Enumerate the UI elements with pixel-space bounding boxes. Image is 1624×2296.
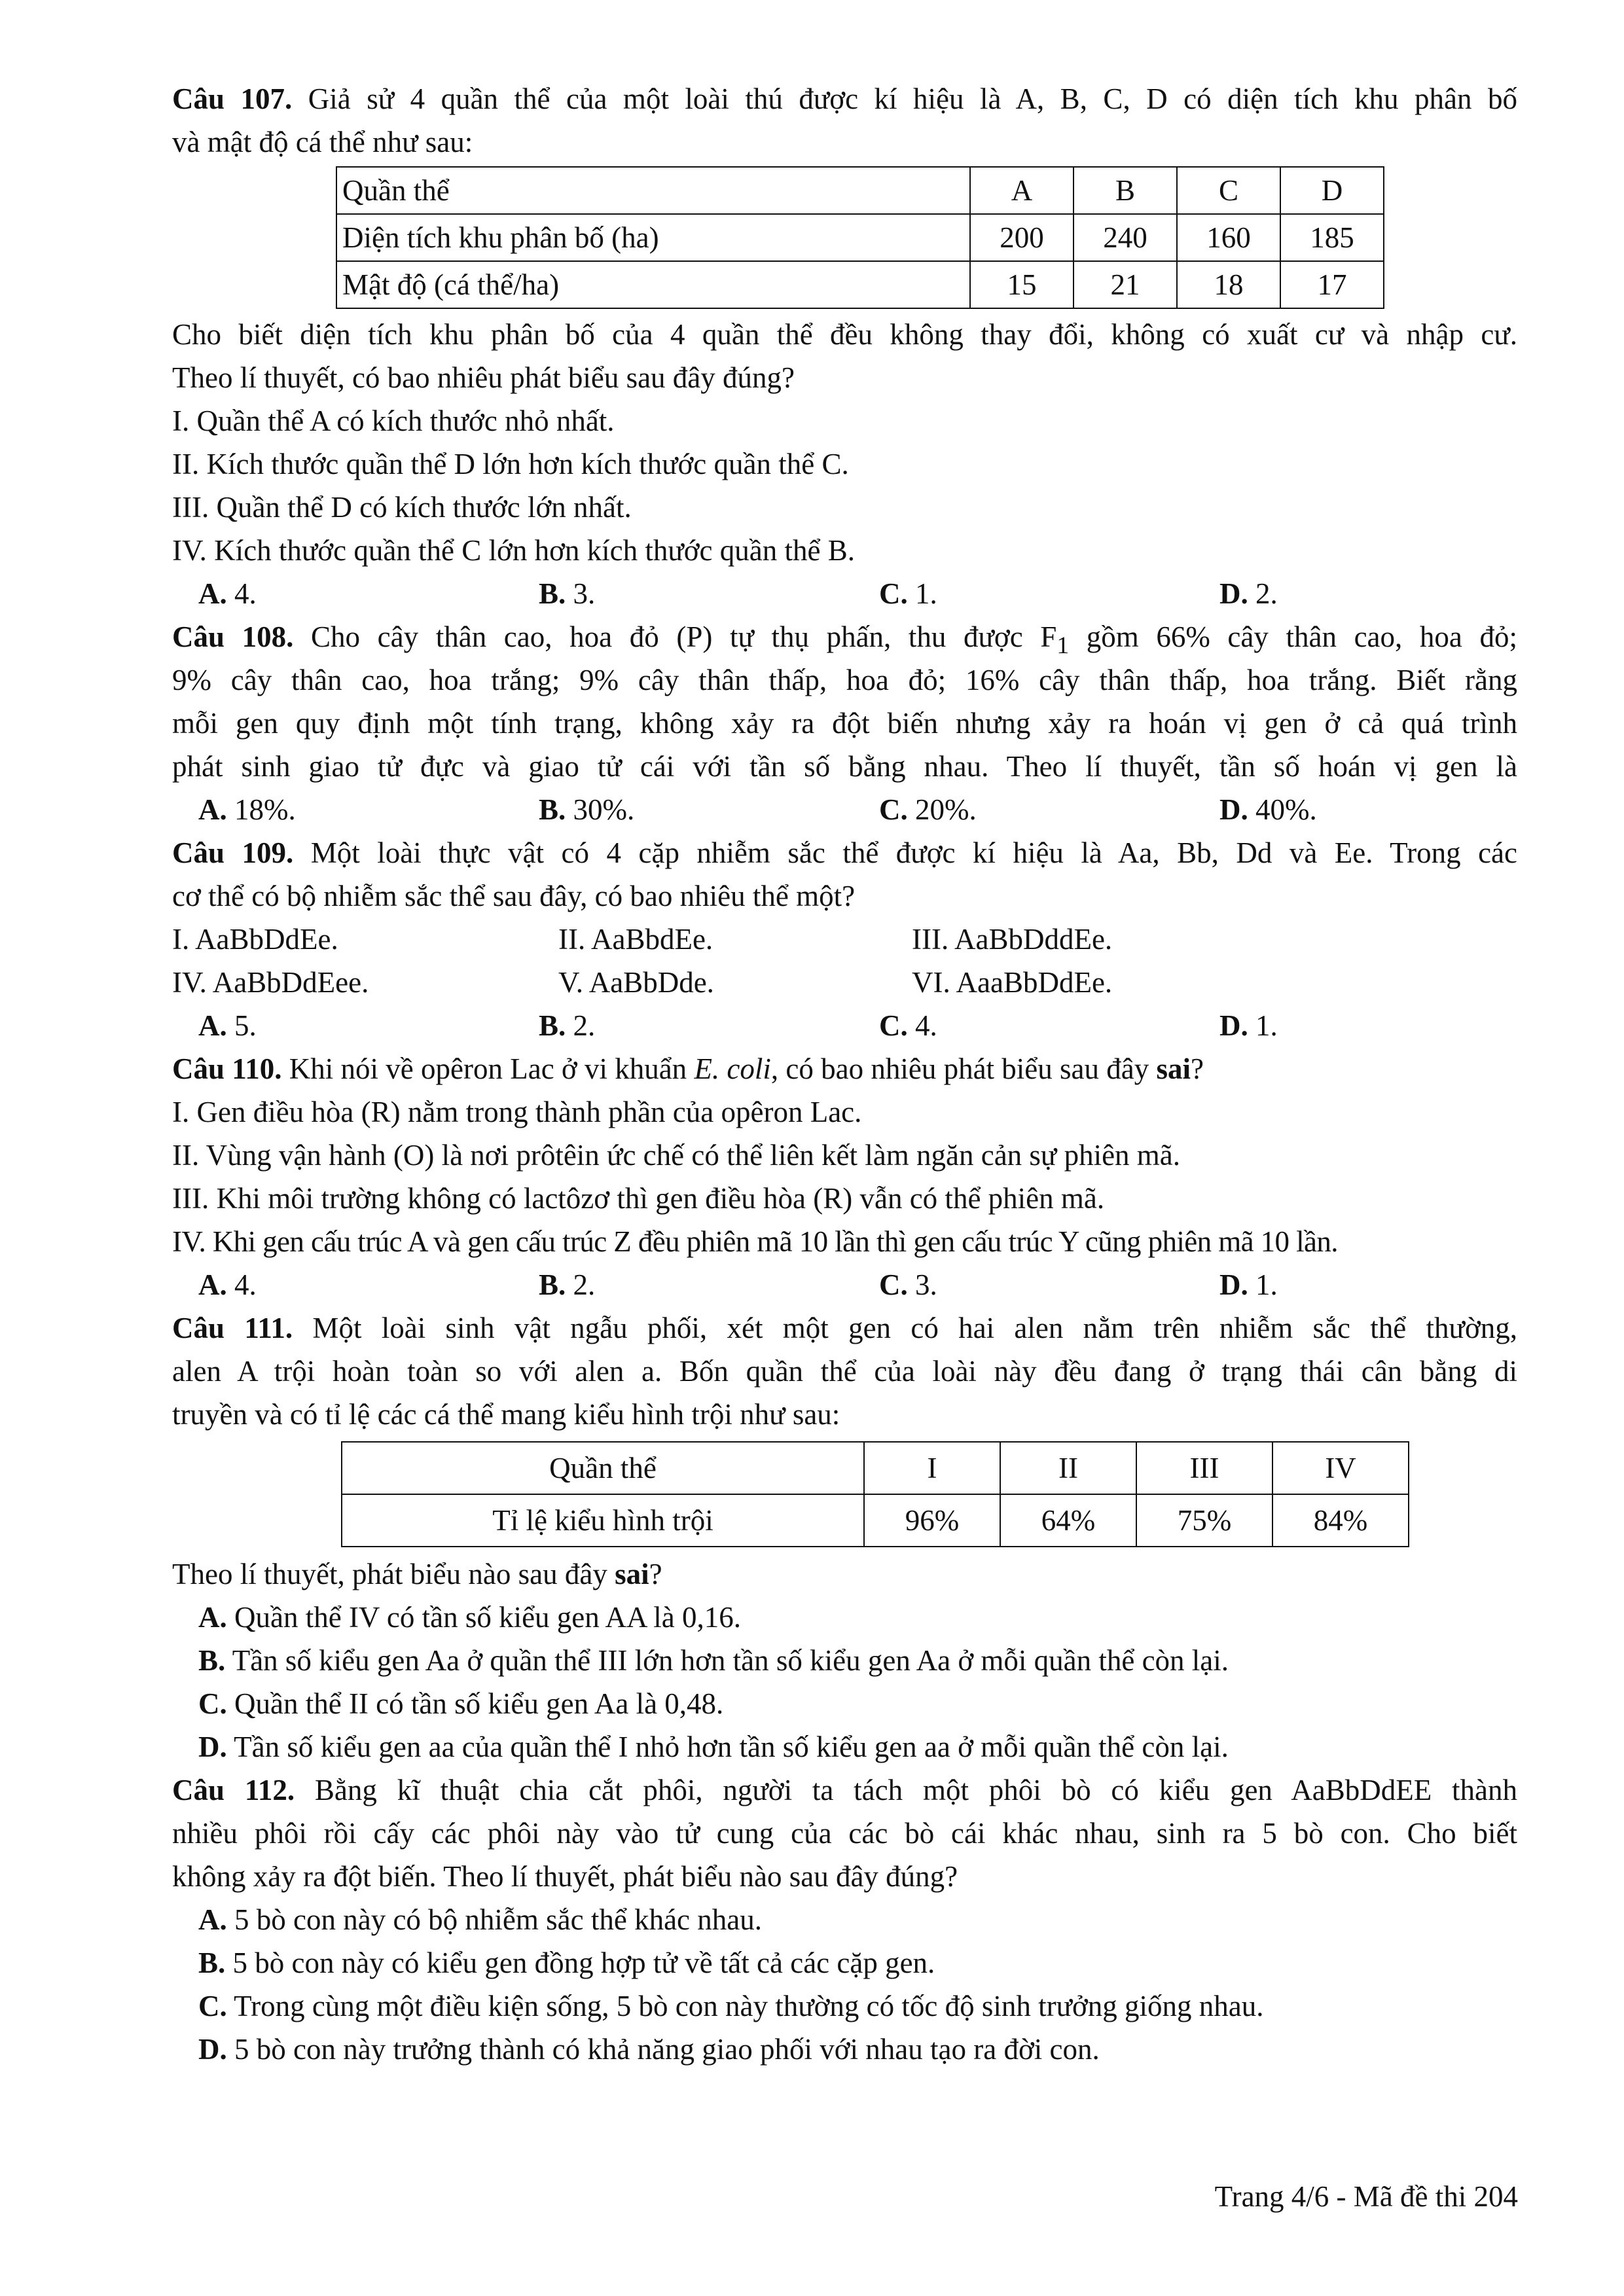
option-c[interactable]: C. 3. (879, 1268, 937, 1301)
q108-line4: phát sinh giao tử đực và giao tử cái với tần số bằng nhau. Theo lí thuyết, tần số hoán vị gen là (172, 750, 1517, 783)
q108-line1: Câu 108. Cho cây thân cao, hoa đỏ (P) tự thụ phấn, thu được $F_1$ gồm 66% cây thân cao, hoa đỏ; (172, 620, 1517, 659)
table-row: Mật độ (cá thể/ha) 15 21 18 17 (336, 261, 1384, 308)
q110-label: Câu 110. (172, 1052, 282, 1085)
table-row: Diện tích khu phân bố (ha) 200 240 160 185 (336, 214, 1384, 261)
q108-line2: 9% cây thân cao, hoa trắng; 9% cây thân thấp, hoa đỏ; 16% cây thân thấp, hoa trắng. Biết rằng (172, 664, 1517, 696)
q111-table (341, 1441, 1409, 1547)
q109-line1: Câu 109. Một loài thực vật có 4 cặp nhiễm sắc thể được kí hiệu là Aa, Bb, Dd và Ee. Trong các (172, 836, 1517, 869)
q109-items-row2 (172, 961, 1517, 1004)
question-110 (172, 1047, 1517, 1306)
option-b[interactable]: B. 2. (539, 1268, 596, 1301)
q112-label: Câu 112. (172, 1774, 295, 1806)
option-a[interactable]: A. 4. (198, 577, 257, 610)
q107-statement-4: IV. Kích thước quần thể C lớn hơn kích thước quần thể B. (172, 534, 855, 567)
q107-line2: và mật độ cá thể như sau: (172, 126, 473, 158)
option-d[interactable]: D. 1. (1219, 1268, 1278, 1301)
question-111 (172, 1306, 1517, 1768)
q107-options (172, 572, 1517, 615)
q107-label: Câu 107. (172, 82, 293, 115)
q109-item-4: IV. AaBbDdEee. (172, 966, 369, 999)
option-c[interactable]: C. Quần thể II có tần số kiểu gen Aa là 0,48. (198, 1687, 724, 1720)
page-footer: Trang 4/6 - Mã đề thi 204 (1214, 2180, 1518, 2213)
table-row: Quần thể A B C D (336, 167, 1384, 214)
table-row: Tỉ lệ kiểu hình trội 96% 64% 75% 84% (342, 1494, 1409, 1547)
q109-label: Câu 109. (172, 836, 294, 869)
option-a[interactable]: A. 4. (198, 1268, 257, 1301)
option-d[interactable]: D. 1. (1219, 1009, 1278, 1042)
question-112 (172, 1768, 1517, 2071)
q112-line1: Câu 112. Bằng kĩ thuật chia cắt phôi, người ta tách một phôi bò có kiểu gen AaBbDdEE thành (172, 1774, 1517, 1806)
q108-label: Câu 108. (172, 620, 294, 653)
q107-statement-2: II. Kích thước quần thể D lớn hơn kích thước quần thể C. (172, 448, 849, 480)
q108-line3: mỗi gen quy định một tính trạng, không xảy ra đột biến nhưng xảy ra hoán vị gen ở cả quá trình (172, 707, 1517, 740)
option-d[interactable]: D. 5 bò con này trưởng thành có khả năng giao phối với nhau tạo ra đời con. (198, 2033, 1100, 2066)
q111-line3: truyền và có tỉ lệ các cá thể mang kiểu hình trội như sau: (172, 1398, 840, 1431)
option-b[interactable]: B. 30%. (539, 793, 635, 826)
option-c[interactable]: C. 4. (879, 1009, 937, 1042)
option-c[interactable]: C. Trong cùng một điều kiện sống, 5 bò con này thường có tốc độ sinh trưởng giống nhau. (198, 1990, 1264, 2022)
q112-line3: không xảy ra đột biến. Theo lí thuyết, phát biểu nào sau đây đúng? (172, 1860, 958, 1893)
option-b[interactable]: B. Tần số kiểu gen Aa ở quần thể III lớn hơn tần số kiểu gen Aa ở mỗi quần thể còn lại. (198, 1644, 1229, 1677)
q110-statement-3: III. Khi môi trường không có lactôzơ thì gen điều hòa (R) vẫn có thể phiên mã. (172, 1182, 1105, 1215)
q110-statement-1: I. Gen điều hòa (R) nằm trong thành phần của opêron Lac. (172, 1096, 862, 1128)
option-a[interactable]: A. 5 bò con này có bộ nhiễm sắc thể khác nhau. (198, 1903, 763, 1936)
q109-line2: cơ thể có bộ nhiễm sắc thể sau đây, có bao nhiêu thể một? (172, 880, 856, 912)
question-108 (172, 615, 1517, 831)
q108-options (172, 788, 1517, 831)
q107-after2: Theo lí thuyết, có bao nhiêu phát biểu sau đây đúng? (172, 361, 795, 394)
question-109 (172, 831, 1517, 1047)
option-b[interactable]: B. 3. (539, 577, 596, 610)
q111-ask: Theo lí thuyết, phát biểu nào sau đây sai? (172, 1558, 662, 1590)
q110-line1: Câu 110. Khi nói về opêron Lac ở vi khuẩn E. coli, có bao nhiêu phát biểu sau đây sai? (172, 1052, 1204, 1085)
q110-statement-2: II. Vùng vận hành (O) là nơi prôtêin ức chế có thể liên kết làm ngăn cản sự phiên mã. (172, 1139, 1181, 1172)
option-d[interactable]: D. Tần số kiểu gen aa của quần thể I nhỏ hơn tần số kiểu gen aa ở mỗi quần thể còn lại. (198, 1731, 1229, 1763)
exam-page (172, 77, 1517, 2071)
option-a[interactable]: A. 5. (198, 1009, 257, 1042)
q107-statement-3: III. Quần thể D có kích thước lớn nhất. (172, 491, 632, 524)
q110-statement-4: IV. Khi gen cấu trúc A và gen cấu trúc Z đều phiên mã 10 lần thì gen cấu trúc Y cũng phiên mã 10 lần. (172, 1225, 1338, 1258)
q109-items-row1 (172, 918, 1517, 961)
q111-line2: alen A trội hoàn toàn so với alen a. Bốn quần thể của loài này đều đang ở trạng thái cân bằng di (172, 1355, 1517, 1388)
option-b[interactable]: B. 5 bò con này có kiểu gen đồng hợp tử về tất cả các cặp gen. (198, 1946, 935, 1979)
question-107 (172, 77, 1517, 615)
q109-options (172, 1004, 1517, 1047)
q109-item-2: II. AaBbdEe. (558, 923, 713, 956)
q109-item-1: I. AaBbDdEe. (172, 923, 338, 956)
option-b[interactable]: B. 2. (539, 1009, 596, 1042)
option-a[interactable]: A. Quần thể IV có tần số kiểu gen AA là 0,16. (198, 1601, 742, 1634)
q110-options (172, 1263, 1517, 1306)
q111-line1: Câu 111. Một loài sinh vật ngẫu phối, xét một gen có hai alen nằm trên nhiễm sắc thể thường, (172, 1312, 1517, 1344)
q109-item-6: VI. AaaBbDdEe. (912, 966, 1113, 999)
q107-after1: Cho biết diện tích khu phân bố của 4 quần thể đều không thay đổi, không có xuất cư và nhập cư. (172, 318, 1517, 351)
option-c[interactable]: C. 20%. (879, 793, 977, 826)
option-d[interactable]: D. 2. (1219, 577, 1278, 610)
q109-item-5: V. AaBbDde. (558, 966, 714, 999)
q111-label: Câu 111. (172, 1312, 293, 1344)
q107-line1: Câu 107. Giả sử 4 quần thể của một loài thú được kí hiệu là A, B, C, D có diện tích khu phân bố (172, 82, 1517, 115)
table-row: Quần thể I II III IV (342, 1442, 1409, 1494)
q112-line2: nhiều phôi rồi cấy các phôi này vào tử cung của các bò cái khác nhau, sinh ra 5 bò con. Cho biết (172, 1817, 1517, 1850)
q107-statement-1: I. Quần thể A có kích thước nhỏ nhất. (172, 404, 615, 437)
q107-table (336, 166, 1384, 309)
option-d[interactable]: D. 40%. (1219, 793, 1317, 826)
q109-item-3: III. AaBbDddEe. (912, 923, 1113, 956)
option-c[interactable]: C. 1. (879, 577, 937, 610)
option-a[interactable]: A. 18%. (198, 793, 296, 826)
